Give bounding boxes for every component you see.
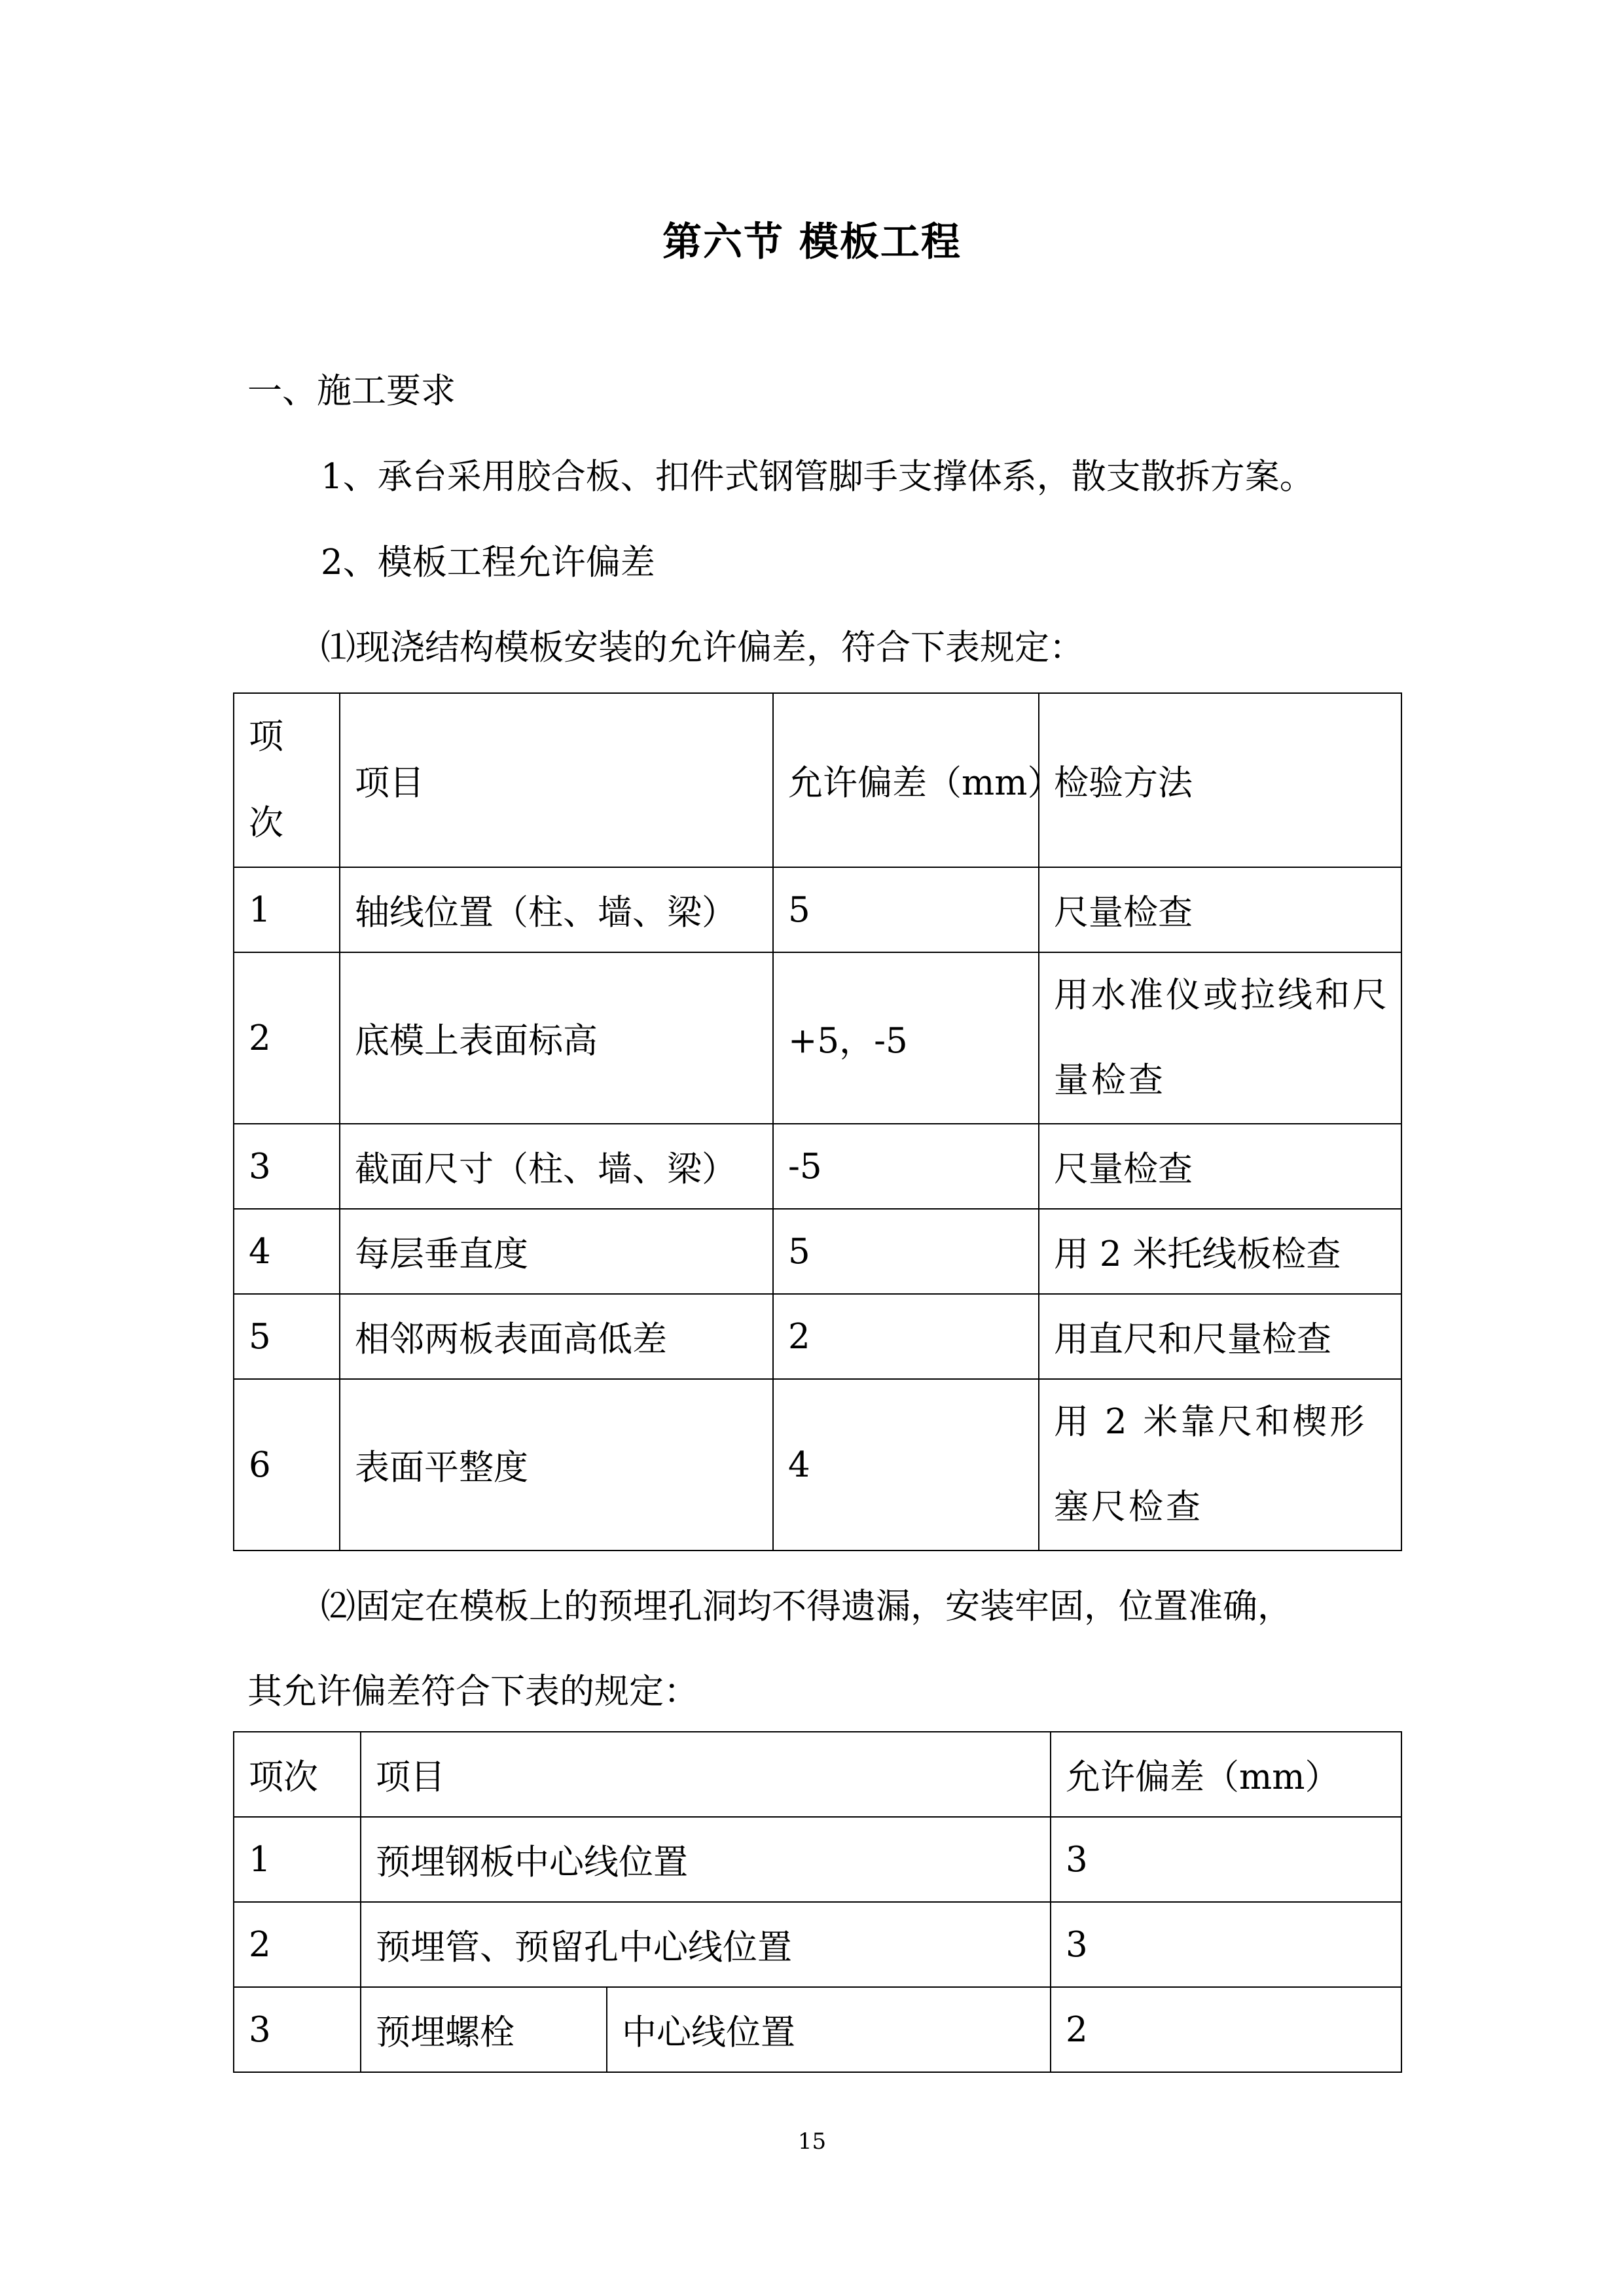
cell-tolerance: 5 bbox=[773, 1209, 1039, 1294]
table-header-row bbox=[234, 1732, 1401, 1817]
page-title: 第六节 模板工程 bbox=[662, 219, 962, 265]
paragraph-sub2-line1: ⑵固定在模板上的预埋孔洞均不得遗漏，安装牢固，位置准确， bbox=[321, 1587, 1292, 1626]
table-row bbox=[234, 867, 1401, 952]
table-row bbox=[234, 1987, 1401, 2072]
paragraph-sub2-line2: 其允许偏差符合下表的规定： bbox=[247, 1672, 698, 1712]
cell-no: 1 bbox=[234, 1817, 361, 1902]
cell-tolerance: 2 bbox=[773, 1294, 1039, 1379]
paragraph-sub1: ⑴现浇结构模板安装的允许偏差，符合下表规定： bbox=[321, 628, 1084, 668]
table-row bbox=[234, 1817, 1401, 1902]
header-cell-item: 项目 bbox=[340, 693, 773, 867]
table-row bbox=[234, 1294, 1401, 1379]
cell-sub-item: 中心线位置 bbox=[607, 1987, 1051, 2072]
cell-item: 预埋管、预留孔中心线位置 bbox=[361, 1902, 1051, 1987]
cell-no: 1 bbox=[234, 867, 340, 952]
cell-tolerance: +5，-5 bbox=[773, 952, 1039, 1124]
header-cell-method: 检验方法 bbox=[1039, 693, 1401, 867]
table-row bbox=[234, 952, 1401, 1124]
header-cell-tolerance: 允许偏差（mm） bbox=[1051, 1732, 1401, 1817]
cell-tolerance: 5 bbox=[773, 867, 1039, 952]
header-cell-tolerance: 允许偏差（mm） bbox=[773, 693, 1039, 867]
page-number: 15 bbox=[797, 2128, 827, 2155]
cell-no: 4 bbox=[234, 1209, 340, 1294]
cell-item: 轴线位置（柱、墙、梁） bbox=[340, 867, 773, 952]
cell-no: 2 bbox=[234, 952, 340, 1124]
cell-tolerance: 4 bbox=[773, 1379, 1039, 1551]
paragraph-item1: 1、承台采用胶合板、扣件式钢管脚手支撑体系，散支散拆方案。 bbox=[321, 457, 1314, 497]
cell-item: 相邻两板表面高低差 bbox=[340, 1294, 773, 1379]
tolerance-table-embedded bbox=[233, 1731, 1402, 2073]
table-row bbox=[234, 1209, 1401, 1294]
cell-item: 预埋钢板中心线位置 bbox=[361, 1817, 1051, 1902]
cell-tolerance: 2 bbox=[1051, 1987, 1401, 2072]
table-row bbox=[234, 1379, 1401, 1551]
table-row bbox=[234, 1124, 1401, 1209]
cell-method: 尺量检查 bbox=[1039, 867, 1401, 952]
header-cell-seq: 项次 bbox=[234, 1732, 361, 1817]
cell-item: 预埋螺栓 bbox=[361, 1987, 607, 2072]
table-header-row bbox=[234, 693, 1401, 867]
header-cell-seq: 项次 bbox=[234, 693, 340, 867]
cell-no: 3 bbox=[234, 1124, 340, 1209]
cell-item: 每层垂直度 bbox=[340, 1209, 773, 1294]
paragraph-item2: 2、模板工程允许偏差 bbox=[321, 543, 655, 583]
cell-item: 截面尺寸（柱、墙、梁） bbox=[340, 1124, 773, 1209]
table-row bbox=[234, 1902, 1401, 1987]
cell-no: 5 bbox=[234, 1294, 340, 1379]
cell-method: 用 2 米托线板检查 bbox=[1039, 1209, 1401, 1294]
cell-no: 2 bbox=[234, 1902, 361, 1987]
cell-tolerance: 3 bbox=[1051, 1902, 1401, 1987]
cell-method: 用水准仪或拉线和尺量检查 bbox=[1039, 952, 1401, 1124]
cell-method: 尺量检查 bbox=[1039, 1124, 1401, 1209]
cell-item: 底模上表面标高 bbox=[340, 952, 773, 1124]
cell-method: 用 2 米靠尺和楔形塞尺检查 bbox=[1039, 1379, 1401, 1551]
cell-method: 用直尺和尺量检查 bbox=[1039, 1294, 1401, 1379]
cell-no: 3 bbox=[234, 1987, 361, 2072]
section-heading: 一、施工要求 bbox=[247, 371, 456, 411]
cell-tolerance: -5 bbox=[773, 1124, 1039, 1209]
tolerance-table-formwork bbox=[233, 692, 1402, 1551]
cell-no: 6 bbox=[234, 1379, 340, 1551]
cell-tolerance: 3 bbox=[1051, 1817, 1401, 1902]
cell-item: 表面平整度 bbox=[340, 1379, 773, 1551]
header-cell-item: 项目 bbox=[361, 1732, 1051, 1817]
